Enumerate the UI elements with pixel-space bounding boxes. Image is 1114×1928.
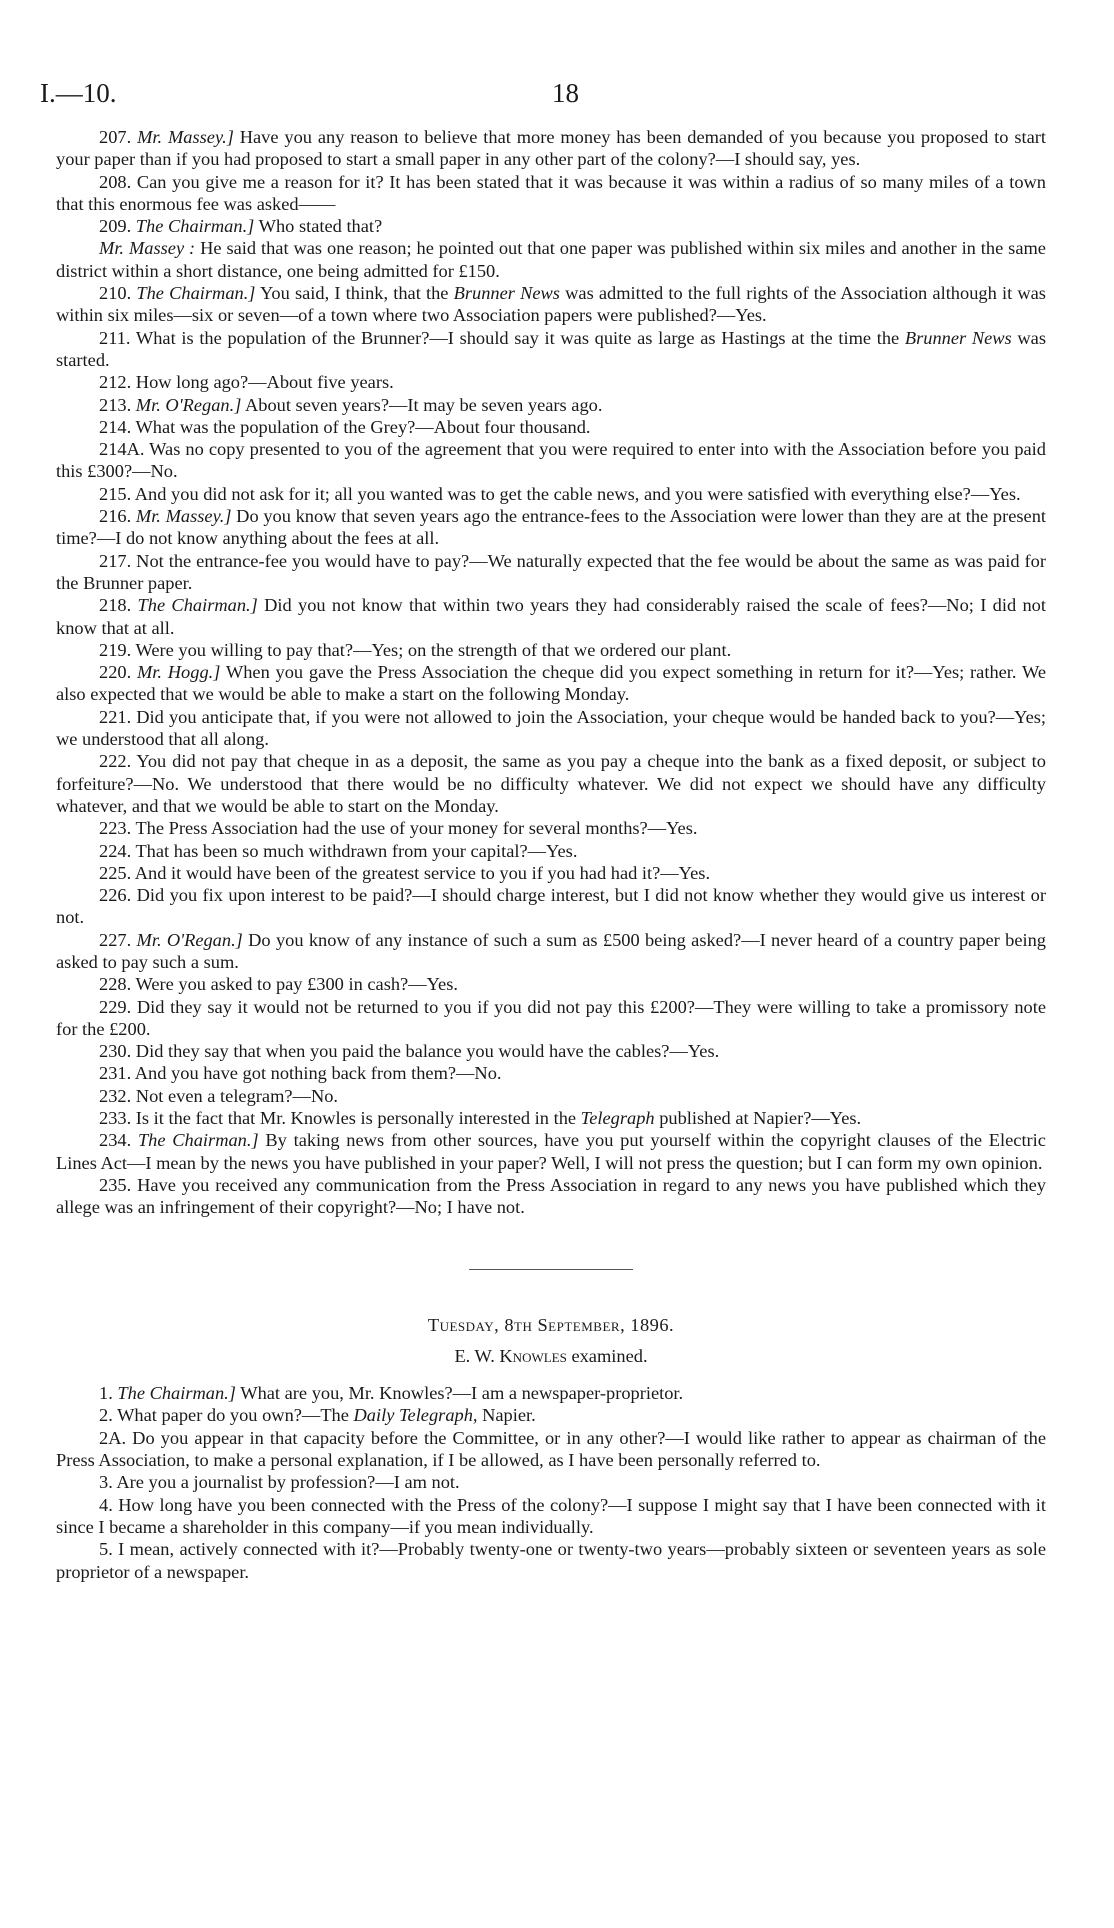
question-number: 221. bbox=[99, 706, 132, 727]
question-number: 1. bbox=[99, 1383, 113, 1404]
question-number: 215. bbox=[99, 483, 132, 504]
question-text: Did you anticipate that, if you were not allowed to join the Association, your cheque would be handed back to you?—Yes; we understood that all along. bbox=[56, 706, 1046, 750]
question-number: 216. bbox=[99, 506, 132, 527]
question-paragraph bbox=[56, 1107, 1046, 1129]
document-body bbox=[56, 126, 1046, 1583]
question-paragraph bbox=[56, 862, 1046, 884]
question-text: You did not pay that cheque in as a deposit, the same as you pay a cheque into the bank as a fixed deposit, or subject to forfeiture?—No. We understood that there would be no difficulty whatever. We did not expect we should have any difficulty whatever, and that we would be able to start on the Monday. bbox=[56, 751, 1046, 816]
question-paragraph bbox=[56, 1427, 1046, 1472]
question-number: 225. bbox=[99, 862, 132, 883]
question-text: What is the population of the Brunner?—I should say it was quite as large as Hastings at the time the bbox=[135, 327, 900, 348]
testimony-part-2 bbox=[56, 1382, 1046, 1583]
question-number: 230. bbox=[99, 1041, 132, 1062]
question-number: 220. bbox=[99, 662, 132, 683]
speaker-label: The Chairman.] bbox=[137, 1130, 259, 1151]
question-text: Did they say that when you paid the balance you would have the cables?—Yes. bbox=[135, 1041, 720, 1062]
question-text: Not even a telegram?—No. bbox=[135, 1085, 339, 1106]
question-text: That has been so much withdrawn from your capital?—Yes. bbox=[135, 840, 578, 861]
question-text: And it would have been of the greatest service to you if you had had it?—Yes. bbox=[134, 862, 711, 883]
question-number: 219. bbox=[99, 639, 132, 660]
question-paragraph bbox=[56, 416, 1046, 438]
question-paragraph bbox=[56, 438, 1046, 483]
question-paragraph bbox=[56, 706, 1046, 751]
question-text: Do you know of any instance of such a sum as £500 being asked?—I never heard of a country paper being asked to pay such a sum. bbox=[56, 929, 1046, 972]
question-text: Have you any reason to believe that more money has been demanded of you because you proposed to start your paper than if you had proposed to start a small paper in any other part of the colony?—I should say, yes. bbox=[56, 127, 1046, 170]
question-paragraph bbox=[56, 1494, 1046, 1539]
document-reference: I.—10. bbox=[40, 78, 117, 108]
speaker-label: Mr. O'Regan.] bbox=[135, 394, 242, 415]
question-number: 217. bbox=[99, 550, 132, 571]
speaker-label: The Chairman.] bbox=[117, 1383, 236, 1404]
speaker-label: The Chairman.] bbox=[137, 595, 258, 616]
question-paragraph bbox=[56, 1538, 1046, 1583]
speaker-label: Mr. Massey.] bbox=[137, 127, 234, 147]
witness-heading bbox=[56, 1345, 1046, 1367]
question-number: 234. bbox=[99, 1130, 132, 1151]
speaker-label: Mr. Massey : bbox=[99, 238, 196, 259]
question-text: Who stated that? bbox=[258, 216, 383, 237]
question-number: 5. bbox=[99, 1539, 113, 1560]
question-number: 213. bbox=[99, 394, 132, 415]
question-text: About seven years?—It may be seven years ago. bbox=[244, 394, 603, 415]
question-paragraph bbox=[56, 505, 1046, 550]
speaker-label: The Chairman.] bbox=[135, 216, 255, 237]
question-number: 210. bbox=[99, 283, 132, 304]
question-text: He said that was one reason; he pointed out that one paper was published within six miles and another in the same district within a short distance, one being admitted for £150. bbox=[56, 238, 1046, 281]
question-paragraph bbox=[56, 1382, 1046, 1404]
question-text: Can you give me a reason for it? It has been stated that it was because it was within a radius of so many miles of a town that this enormous fee was asked—— bbox=[56, 171, 1047, 214]
question-number: 229. bbox=[99, 996, 132, 1017]
speaker-label: The Chairman.] bbox=[136, 283, 256, 304]
page-number: 18 bbox=[552, 78, 579, 108]
question-text: And you did not ask for it; all you wanted was to get the cable news, and you were satisfied with everything else?—Yes. bbox=[134, 483, 1021, 504]
question-paragraph bbox=[56, 371, 1046, 393]
question-number: 223. bbox=[99, 818, 132, 839]
italic-title: Brunner News bbox=[453, 283, 560, 304]
question-paragraph bbox=[56, 1129, 1046, 1174]
question-text: The Press Association had the use of your money for several months?—Yes. bbox=[135, 818, 698, 839]
question-paragraph bbox=[56, 661, 1046, 706]
question-number: 222. bbox=[99, 751, 132, 772]
section-divider bbox=[469, 1269, 633, 1270]
session-date: Tuesday, 8th September, 1896. bbox=[427, 1314, 675, 1335]
question-text: Were you willing to pay that?—Yes; on the strength of that we ordered our plant. bbox=[135, 639, 732, 660]
question-text-continued: was admitted to the full rights of the Association although it was within six miles—six or seven—of a town where two Association papers were published?—Yes. bbox=[56, 283, 1046, 326]
question-text: Do you appear in that capacity before the Committee, or in any other?—I would like rather to appear as chairman of the Press Association, to make a personal explanation, if I be allowed, as I have been personally referred to. bbox=[56, 1427, 1046, 1471]
question-paragraph bbox=[56, 1174, 1046, 1219]
page-header bbox=[40, 78, 1040, 108]
question-paragraph bbox=[56, 215, 1046, 237]
question-number: 212. bbox=[99, 372, 132, 393]
question-paragraph bbox=[56, 171, 1046, 216]
question-paragraph bbox=[56, 594, 1046, 639]
question-paragraph bbox=[56, 126, 1046, 171]
question-number: 4. bbox=[99, 1494, 113, 1515]
question-number: 232. bbox=[99, 1085, 132, 1106]
question-number: 227. bbox=[99, 929, 132, 950]
question-text: You said, I think, that the bbox=[259, 283, 449, 304]
question-text: And you have got nothing back from them?—No. bbox=[134, 1063, 502, 1084]
question-number: 214A. bbox=[99, 439, 145, 460]
question-paragraph bbox=[56, 483, 1046, 505]
question-paragraph bbox=[56, 1040, 1046, 1062]
question-number: 3. bbox=[99, 1472, 113, 1493]
question-paragraph bbox=[56, 750, 1046, 817]
question-text: By taking news from other sources, have you put yourself within the copyright clauses of the Electric Lines Act—I mean by the news you have published in your paper? Well, I will not press the question; but I can form my own opinion. bbox=[56, 1130, 1046, 1173]
question-text: Is it the fact that Mr. Knowles is personally interested in the bbox=[135, 1108, 577, 1129]
question-text: Not the entrance-fee you would have to pay?—We naturally expected that the fee would be about the same as was paid for the Brunner paper. bbox=[56, 550, 1046, 593]
question-paragraph bbox=[56, 884, 1046, 929]
question-text: Did they say it would not be returned to you if you did not pay this £200?—They were willing to take a promissory note for the £200. bbox=[56, 996, 1046, 1039]
question-paragraph bbox=[56, 394, 1046, 416]
question-number: 228. bbox=[99, 974, 132, 995]
question-number: 209. bbox=[99, 216, 132, 237]
question-number: 224. bbox=[99, 840, 132, 861]
testimony-part-1 bbox=[56, 126, 1046, 1219]
question-number: 214. bbox=[99, 416, 132, 437]
question-paragraph bbox=[56, 639, 1046, 661]
question-number: 235. bbox=[99, 1174, 132, 1195]
question-number: 207. bbox=[99, 127, 132, 147]
question-text: Did you not know that within two years they had considerably raised the scale of fees?—No; I did not know that at all. bbox=[56, 595, 1046, 638]
question-text: Do you know that seven years ago the entrance-fees to the Association were lower than they are at the present time?—I do not know anything about the fees at all. bbox=[56, 506, 1046, 549]
question-text: Are you a journalist by profession?—I am not. bbox=[116, 1472, 460, 1493]
question-paragraph bbox=[56, 327, 1046, 372]
question-paragraph bbox=[56, 550, 1046, 595]
question-paragraph bbox=[56, 1471, 1046, 1493]
question-number: 226. bbox=[99, 885, 132, 906]
question-paragraph bbox=[56, 282, 1046, 327]
speaker-label: Mr. O'Regan.] bbox=[136, 929, 243, 950]
speaker-label: Mr. Massey.] bbox=[135, 506, 232, 527]
question-paragraph bbox=[56, 1085, 1046, 1107]
question-text: How long have you been connected with the Press of the colony?—I suppose I might say that I have been connected with it since I became a shareholder in this company—if you mean individually. bbox=[56, 1494, 1046, 1537]
witness-name: E. W. Knowles bbox=[454, 1345, 567, 1366]
question-number: 2A. bbox=[99, 1427, 127, 1448]
question-text-continued: Napier. bbox=[482, 1405, 536, 1426]
question-paragraph bbox=[56, 840, 1046, 862]
question-text: What are you, Mr. Knowles?—I am a newspaper-proprietor. bbox=[240, 1383, 684, 1404]
question-number: 233. bbox=[99, 1108, 132, 1129]
question-text: What was the population of the Grey?—About four thousand. bbox=[135, 416, 591, 437]
question-number: 211. bbox=[99, 327, 131, 348]
question-number: 231. bbox=[99, 1063, 132, 1084]
question-text: How long ago?—About five years. bbox=[135, 372, 394, 393]
witness-suffix: examined. bbox=[571, 1345, 648, 1366]
question-number: 208. bbox=[99, 171, 132, 192]
question-text: Were you asked to pay £300 in cash?—Yes. bbox=[135, 974, 458, 995]
question-text: What paper do you own?—The bbox=[117, 1405, 349, 1426]
question-paragraph bbox=[56, 996, 1046, 1041]
question-text-continued: published at Napier?—Yes. bbox=[659, 1108, 862, 1129]
question-number: 218. bbox=[99, 595, 132, 616]
question-text: Was no copy presented to you of the agreement that you were required to enter into with the Association before you paid this £300?—No. bbox=[56, 439, 1046, 482]
question-text: Did you fix upon interest to be paid?—I should charge interest, but I did not know whether they would give us interest or not. bbox=[56, 885, 1047, 928]
question-paragraph bbox=[56, 1062, 1046, 1084]
italic-title: Telegraph bbox=[580, 1108, 655, 1129]
italic-title: Daily Telegraph, bbox=[353, 1405, 478, 1426]
question-paragraph bbox=[56, 817, 1046, 839]
question-paragraph bbox=[56, 929, 1046, 974]
speaker-label: Mr. Hogg.] bbox=[136, 662, 221, 683]
question-paragraph bbox=[56, 973, 1046, 995]
question-text: When you gave the Press Association the cheque did you expect something in return for it?—Yes; rather. We also expected that we would be able to make a start on the following Monday. bbox=[56, 662, 1046, 705]
question-paragraph bbox=[56, 1404, 1046, 1426]
question-text: Have you received any communication from the Press Association in regard to any news you have published which they allege was an infringement of their copyright?—No; I have not. bbox=[56, 1174, 1046, 1218]
question-text-continued: was started. bbox=[56, 327, 1046, 370]
question-text: I mean, actively connected with it?—Probably twenty-one or twenty-two years—probably sixteen or seventeen years as sole proprietor of a newspaper. bbox=[56, 1539, 1046, 1582]
question-number: 2. bbox=[99, 1405, 113, 1426]
italic-title: Brunner News bbox=[904, 327, 1012, 348]
question-paragraph bbox=[56, 237, 1046, 282]
